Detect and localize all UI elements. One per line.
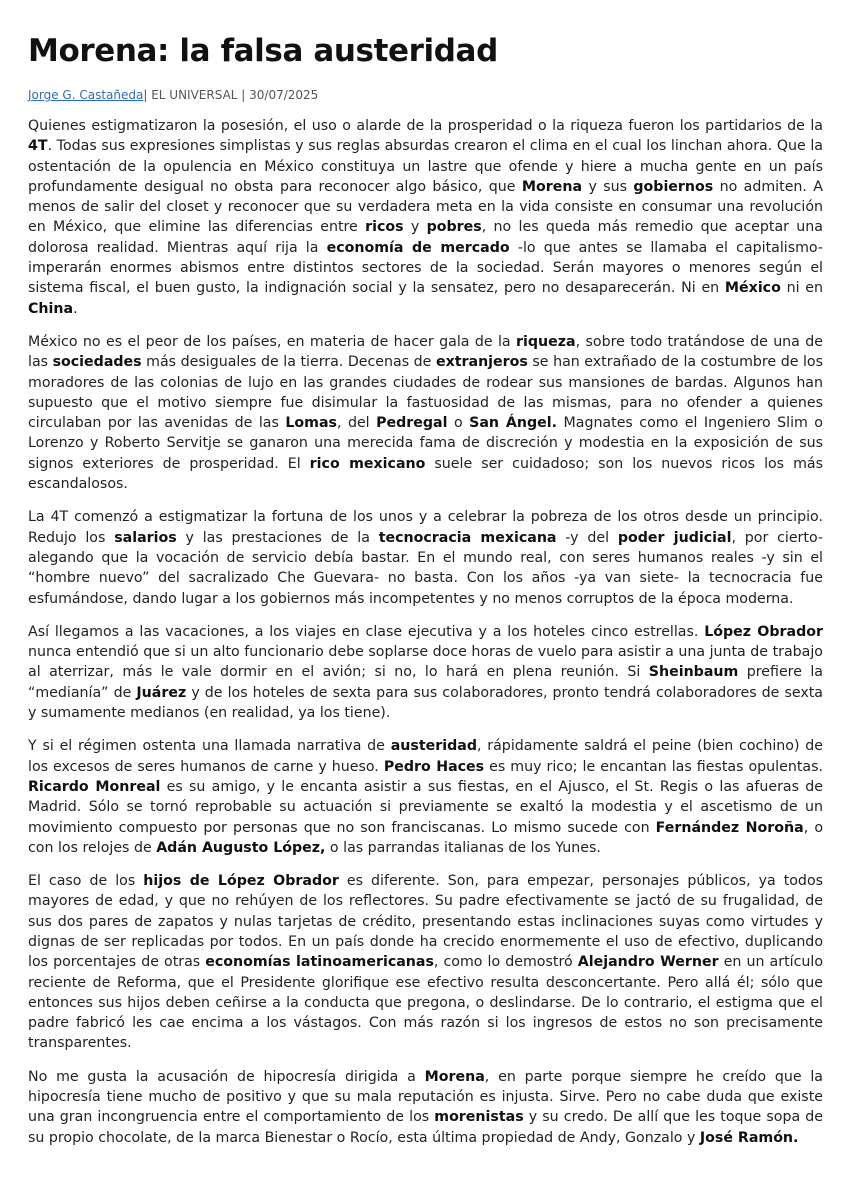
paragraph-text: y de los hoteles de sexta para sus colaboradores, pronto tendrá colaboradores de sexta y sumamente medianos (en realidad, ya los tiene).: [28, 684, 824, 722]
paragraph-text: No me gusta la acusación de hipocresía dirigida a: [28, 1068, 425, 1085]
emphasis-text: salarios: [114, 529, 177, 546]
emphasis-text: Ricardo Monreal: [28, 778, 161, 795]
emphasis-text: Fernández Noroña: [655, 819, 804, 836]
emphasis-text: economías latinoamericanas: [205, 954, 434, 971]
emphasis-text: austeridad: [390, 738, 477, 755]
paragraph-text: nunca entendió que si un alto funcionario debe soplarse doce horas de vuelo para asistir a una junta de trabajo al aterrizar, más le vale dormir en el avión; si no, lo hará en plena reunión. Si: [28, 644, 823, 681]
paragraph-text: , por cierto- alegando que la vocación de servicio debía bastar. En el mundo real, con seres humanos reales -y sin el “hombre nuevo” del sacralizado Che Guevara- no basta. Con los años -ya van siete- la tecnocracia fue esfumándose, dando lugar a los gobiernos más incompetentes y no menos corruptos de la época moderna.: [28, 529, 824, 607]
article-paragraph: [28, 736, 823, 858]
emphasis-text: gobiernos: [633, 178, 714, 195]
paragraph-text: es su amigo, y le encanta asistir a sus fiestas, en el Ajusco, el St. Regis o las afueras de Madrid. Sólo se tornó reprobable su actuación si previamente se exaltó la modestia y el ascetismo de un movimiento compuesto por personas que no son franciscanas. Lo mismo sucede con: [28, 778, 823, 836]
paragraph-text: prefiere la “medianía” de: [28, 664, 823, 701]
emphasis-text: José Ramón.: [699, 1129, 799, 1146]
paragraph-text: y sus: [582, 178, 634, 195]
paragraph-text: -lo que antes se llamaba el capitalismo- imperarán enormes abismos entre distintos sectores de la sociedad. Serán mayores o menores según el sistema fiscal, el buen gusto, la indignación social y la sensatez, pero no desaparecerán. Ni en: [28, 239, 823, 297]
emphasis-text: extranjeros: [435, 354, 528, 371]
paragraph-text: y su credo. De allí que les toque sopa de su propio chocolate, de la marca Bienestar o Rocío, esta última propiedad de Andy, Gonzalo y: [28, 1109, 824, 1146]
paragraph-text: y las prestaciones de la: [176, 529, 379, 546]
emphasis-text: tecnocracia mexicana: [378, 529, 557, 546]
byline: [28, 88, 318, 103]
author-link[interactable]: Jorge G. Castañeda: [28, 88, 144, 102]
emphasis-text: México: [724, 280, 781, 297]
paragraph-text: . Todas sus expresiones simplistas y sus reglas absurdas crearon el clima en el cual los linchan ahora. Que la ostentación de la opulencia en México constituya un lastre que ofende y hiere a mucha gente en un país profundamente desigual no obsta para reconocer algo básico, que: [28, 138, 823, 195]
paragraph-text: , sobre todo tratándose de una de las: [28, 333, 823, 371]
paragraph-text: , o con los relojes de: [28, 819, 823, 856]
paragraph-text: , del: [336, 415, 377, 432]
emphasis-text: Adán Augusto López,: [156, 839, 326, 856]
byline-meta: | EL UNIVERSAL | 30/07/2025: [143, 88, 319, 102]
emphasis-text: San Ángel.: [469, 415, 558, 432]
paragraph-text: , como lo demostró: [433, 954, 578, 971]
emphasis-text: Lomas: [285, 415, 337, 432]
article-paragraph: [28, 332, 823, 494]
paragraph-text: Magnates como el Ingeniero Slim o Lorenzo y Roberto Servitje se ganaron una merecida fama de discreción y modestia en la exposición de sus signos exteriores de prosperidad. El: [28, 415, 823, 472]
paragraph-text: Y si el régimen ostenta una llamada narrativa de: [28, 738, 391, 755]
paragraph-text: .: [73, 300, 78, 317]
article-title: Morena: la falsa austeridad: [28, 33, 498, 69]
article-paragraph: [28, 507, 823, 608]
emphasis-text: sociedades: [52, 354, 142, 371]
emphasis-text: China: [28, 300, 74, 317]
article-paragraph: [28, 622, 823, 723]
paragraph-text: en un artículo reciente de Reforma, que el Presidente glorifique ese efectivo resulta desconcertante. Pero allá él; sólo que entonces sus hijos deben ceñirse a la conducta que pregona, o deslindarse. De lo contrario, el estigma que el padre fabricó les cae encima a los vástagos. Con más razón si los ingresos de estos no son precisamente transparentes.: [28, 954, 823, 1052]
emphasis-text: 4T: [28, 138, 48, 155]
paragraph-text: El caso de los: [28, 873, 144, 890]
article-body: [28, 116, 823, 1161]
paragraph-text: , en parte porque siempre he creído que la hipocresía tiene mucho de positivo y que su mala reputación es injusta. Sirve. Pero no cabe duda que existe una gran incongruencia entre el comportamiento de los: [28, 1068, 823, 1126]
paragraph-text: o: [447, 415, 470, 432]
emphasis-text: pobres: [426, 219, 482, 236]
paragraph-text: Quienes estigmatizaron la posesión, el uso o alarde de la prosperidad o la riqueza fueron los partidarios de la: [28, 118, 823, 134]
emphasis-text: Juárez: [136, 684, 187, 701]
article-paragraph: [28, 116, 823, 319]
emphasis-text: poder judicial: [617, 529, 732, 546]
paragraph-text: es diferente. Son, para empezar, personajes públicos, ya todos mayores de edad, y que no rehúyen de los reflectores. Su padre efectivamente se jactó de su frugalidad, de sus dos pares de zapatos y nulas tarjetas de crédito, presentando estas inclinaciones suyas como virtudes y dignas de ser replicadas por todos. En un país donde ha crecido enormemente el uso de efectivo, duplicando los porcentajes de otras: [28, 873, 824, 971]
emphasis-text: Sheinbaum: [648, 664, 739, 681]
article-paragraph: [28, 871, 823, 1054]
paragraph-text: México no es el peor de los países, en materia de hacer gala de la: [28, 333, 517, 350]
paragraph-text: y: [403, 219, 427, 236]
emphasis-text: Pedregal: [376, 415, 448, 432]
paragraph-text: , no les queda más remedio que aceptar una dolorosa realidad. Mientras aquí rija la: [28, 219, 823, 256]
paragraph-text: se han extrañado de la costumbre de los moradores de las colonias de lujo en las grandes ciudades de rodear sus mansiones de bardas. Algunos han supuesto que el motivo siempre fue disimular la fastuosidad de las mismas, para no ofender a quienes circulaban por las avenidas de las: [28, 354, 823, 432]
emphasis-text: Morena: [521, 178, 583, 195]
emphasis-text: hijos de López Obrador: [143, 873, 339, 890]
emphasis-text: ricos: [365, 219, 404, 236]
article-paragraph: [28, 1067, 823, 1148]
paragraph-text: o las parrandas italianas de los Yunes.: [325, 839, 601, 856]
emphasis-text: morenistas: [434, 1109, 524, 1126]
emphasis-text: economía de mercado: [326, 239, 510, 256]
paragraph-text: Así llegamos a las vacaciones, a los viajes en clase ejecutiva y a los hoteles cinco estrellas.: [28, 623, 705, 640]
paragraph-text: La 4T comenzó a estigmatizar la fortuna de los unos y a celebrar la pobreza de los otros desde un principio. Redujo los: [28, 509, 823, 546]
paragraph-text: ni en: [780, 280, 823, 297]
emphasis-text: riqueza: [516, 333, 576, 350]
paragraph-text: -y del: [556, 529, 618, 546]
emphasis-text: López Obrador: [704, 623, 823, 640]
paragraph-text: , rápidamente saldrá el peine (bien cochino) de los excesos de seres humanos de carne y hueso.: [28, 738, 823, 775]
paragraph-text: suele ser cuidadoso; son los nuevos ricos los más escandalosos.: [28, 455, 823, 493]
paragraph-text: no admiten. A menos de salir del closet y reconocer que su verdadera meta en la vida consiste en consumar una revolución en México, que elimine las diferencias entre: [28, 178, 824, 236]
emphasis-text: Pedro Haces: [383, 758, 485, 775]
paragraph-text: más desiguales de la tierra. Decenas de: [141, 354, 436, 371]
emphasis-text: Morena: [424, 1068, 485, 1085]
emphasis-text: Alejandro Werner: [577, 954, 719, 971]
paragraph-text: es muy rico; le encantan las fiestas opulentas.: [484, 758, 823, 775]
emphasis-text: rico mexicano: [309, 455, 426, 472]
